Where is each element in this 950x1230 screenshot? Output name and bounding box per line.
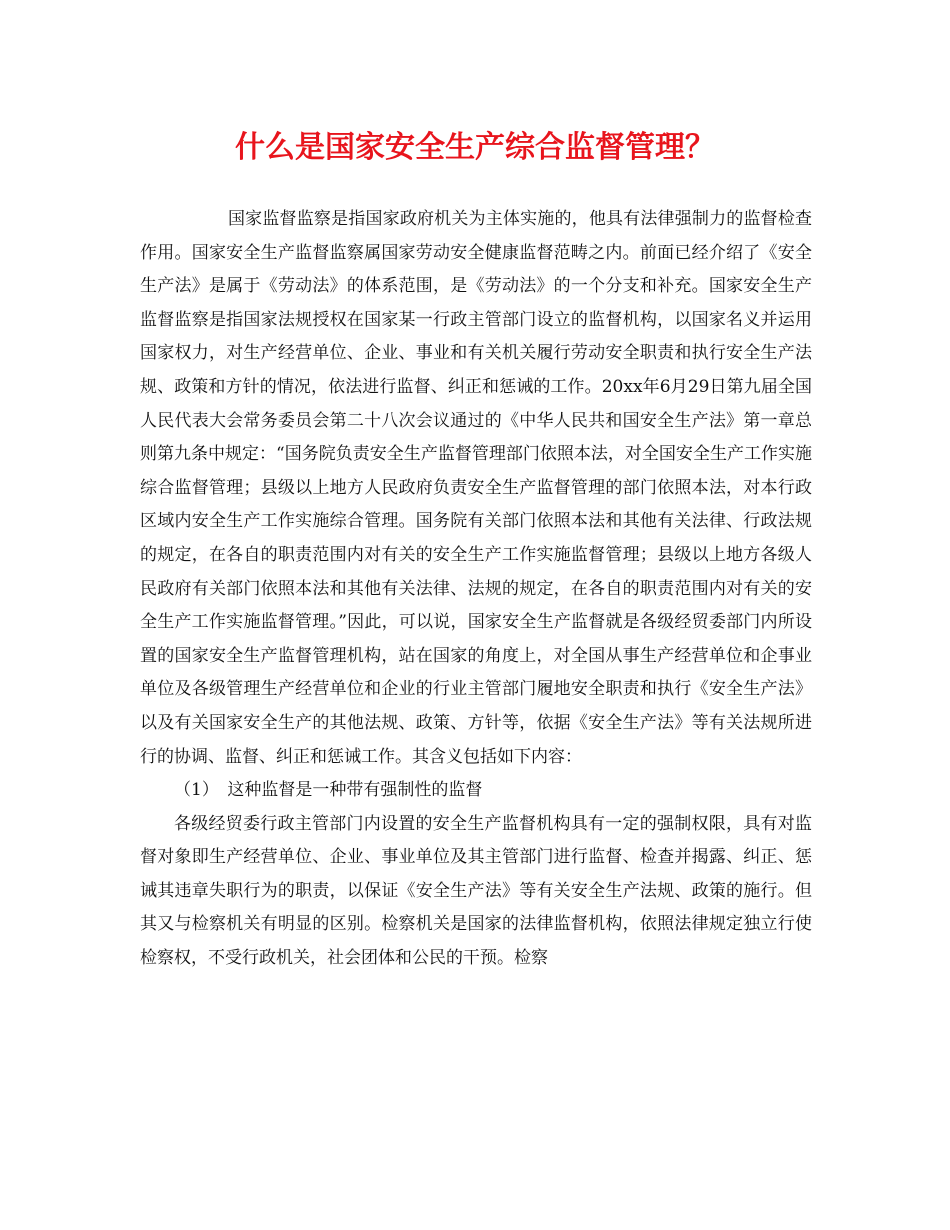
document-title: 什么是国家安全生产综合监督管理？: [235, 130, 715, 165]
paragraph-detail: 各级经贸委行政主管部门内设置的安全生产监督机构具有一定的强制权限，具有对监督对象即生产经营单位、企业、事业单位及其主管部门进行监督、检查并揭露、纠正、惩诫其违章失职行为的职责，以保证《安全生产法》等有关安全生产法规、政策的施行。但其又与检察机关有明显的区别。检察机关是国家的法律监督机构，依照法律规定独立行使检察权，不受行政机关，社会团体和公民的干预。检察: [140, 813, 812, 969]
document-body: [140, 203, 812, 976]
list-item-heading: （1） 这种监督是一种带有强制性的监督: [174, 780, 483, 801]
paragraph-intro: 国家监督监察是指国家政府机关为主体实施的，他具有法律强制力的监督检查作用。国家安全生产监督监察属国家劳动安全健康监督范畴之内。前面已经介绍了《安全生产法》是属于《劳动法》的体系范围，是《劳动法》的一个分支和补充。国家安全生产监督监察是指国家法规授权在国家某一行政主管部门设立的监督机构，以国家名义并运用国家权力，对生产经营单位、企业、事业和有关机关履行劳动安全职责和执行安全生产法规、政策和方针的情况，依法进行监督、纠正和惩诫的工作。20xx年6月29日第九届全国人民代表大会常务委员会第二十八次会议通过的《中华人民共和国安全生产法》第一章总则第九条中规定：“国务院负责安全生产监督管理部门依照本法，对全国安全生产工作实施综合监督管理；县级以上地方人民政府负责安全生产监督管理的部门依照本法，对本行政区域内安全生产工作实施综合管理。国务院有关部门依照本法和其他有关法律、行政法规的规定，在各自的职责范围内对有关的安全生产工作实施监督管理；县级以上地方各级人民政府有关部门依照本法和其他有关法律、法规的规定，在各自的职责范围内对有关的安全生产工作实施监督管理。”因此，可以说，国家安全生产监督就是各级经贸委部门内所设置的国家安全生产监督管理机构，站在国家的角度上，对全国从事生产经营单位和企事业单位及各级管理生产经营单位和企业的行业主管部门履地安全职责和执行《安全生产法》以及有关国家安全生产的其他法规、政策、方针等，依据《安全生产法》等有关法规所进行的协调、监督、纠正和惩诫工作。其含义包括如下内容：: [140, 209, 812, 767]
